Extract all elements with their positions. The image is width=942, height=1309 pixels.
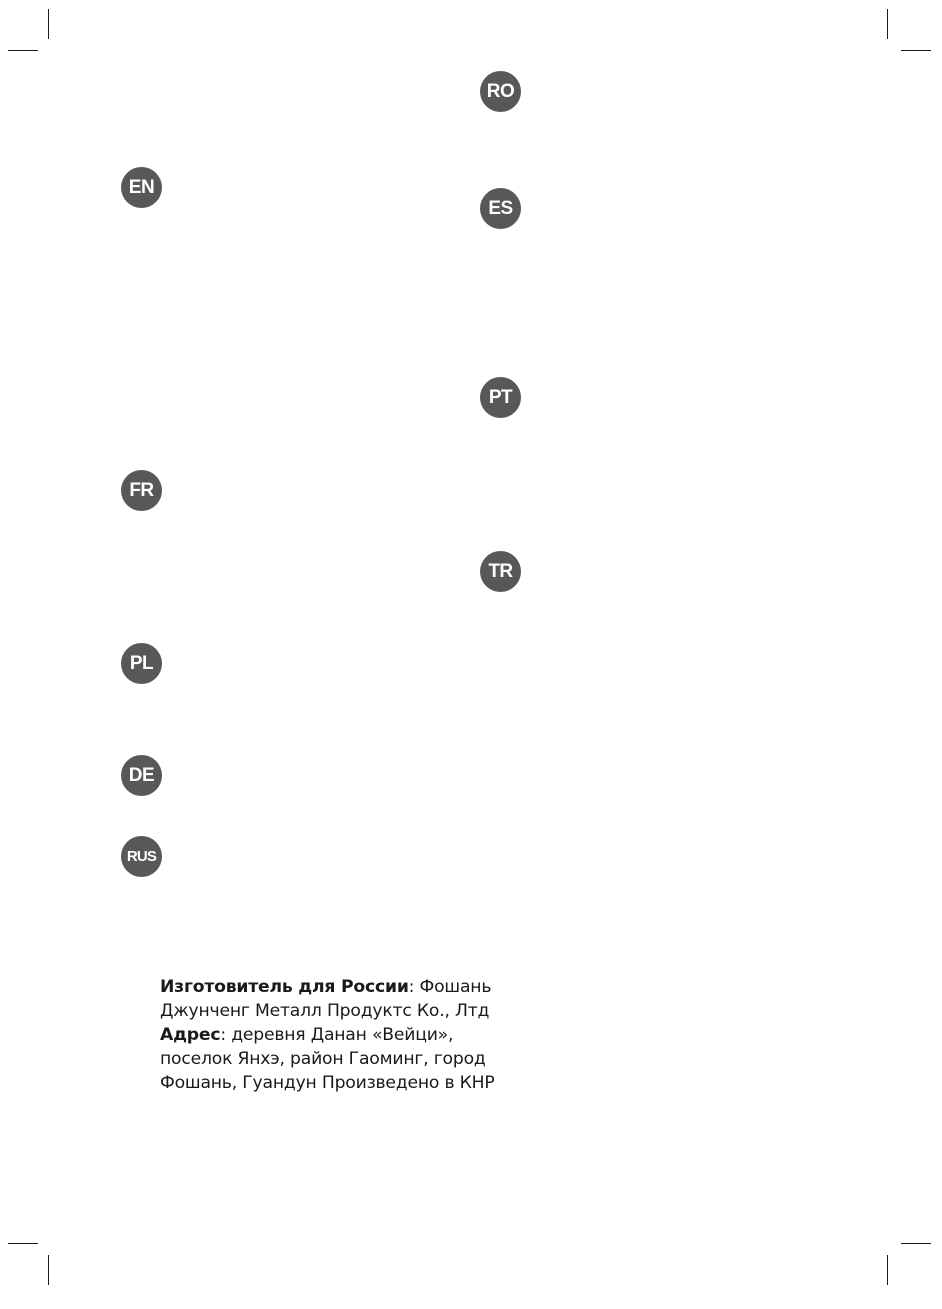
- manufacturer-line-3: [160, 1023, 520, 1047]
- manufacturer-label: Изготовитель для России: [160, 977, 409, 997]
- crop-mark-bottom-left-vertical: [48, 1255, 49, 1285]
- crop-mark-bottom-right-vertical: [887, 1255, 888, 1285]
- language-badge-en: EN: [121, 167, 162, 208]
- crop-mark-bottom-left-horizontal: [8, 1243, 38, 1244]
- language-badge-fr: FR: [121, 470, 162, 511]
- manufacturer-line-5: Фошань, Гуандун Произведено в КНР: [160, 1073, 495, 1093]
- language-badge-tr: TR: [480, 551, 521, 592]
- manufacturer-info: [160, 975, 520, 1095]
- language-badge-pl: PL: [121, 643, 162, 684]
- crop-mark-top-left-vertical: [48, 9, 49, 39]
- crop-mark-top-left-horizontal: [8, 50, 38, 51]
- language-badge-es: ES: [480, 188, 521, 229]
- crop-mark-top-right-horizontal: [901, 50, 931, 51]
- crop-mark-top-right-vertical: [887, 9, 888, 39]
- crop-mark-bottom-right-horizontal: [901, 1243, 931, 1244]
- language-badge-de: DE: [121, 755, 162, 796]
- manufacturer-line-1: [160, 975, 520, 999]
- address-label: Адрес: [160, 1025, 221, 1045]
- manufacturer-line-4: поселок Янхэ, район Гаоминг, город: [160, 1049, 486, 1069]
- address-text: : деревня Данан «Вейци»,: [220, 1025, 454, 1045]
- language-badge-ro: RO: [480, 71, 521, 112]
- language-badge-rus: RUS: [121, 836, 162, 877]
- manufacturer-city: : Фошань: [408, 977, 492, 997]
- language-badge-pt: PT: [480, 377, 521, 418]
- manufacturer-line-2: Джунченг Металл Продуктс Ко., Лтд: [160, 1001, 490, 1021]
